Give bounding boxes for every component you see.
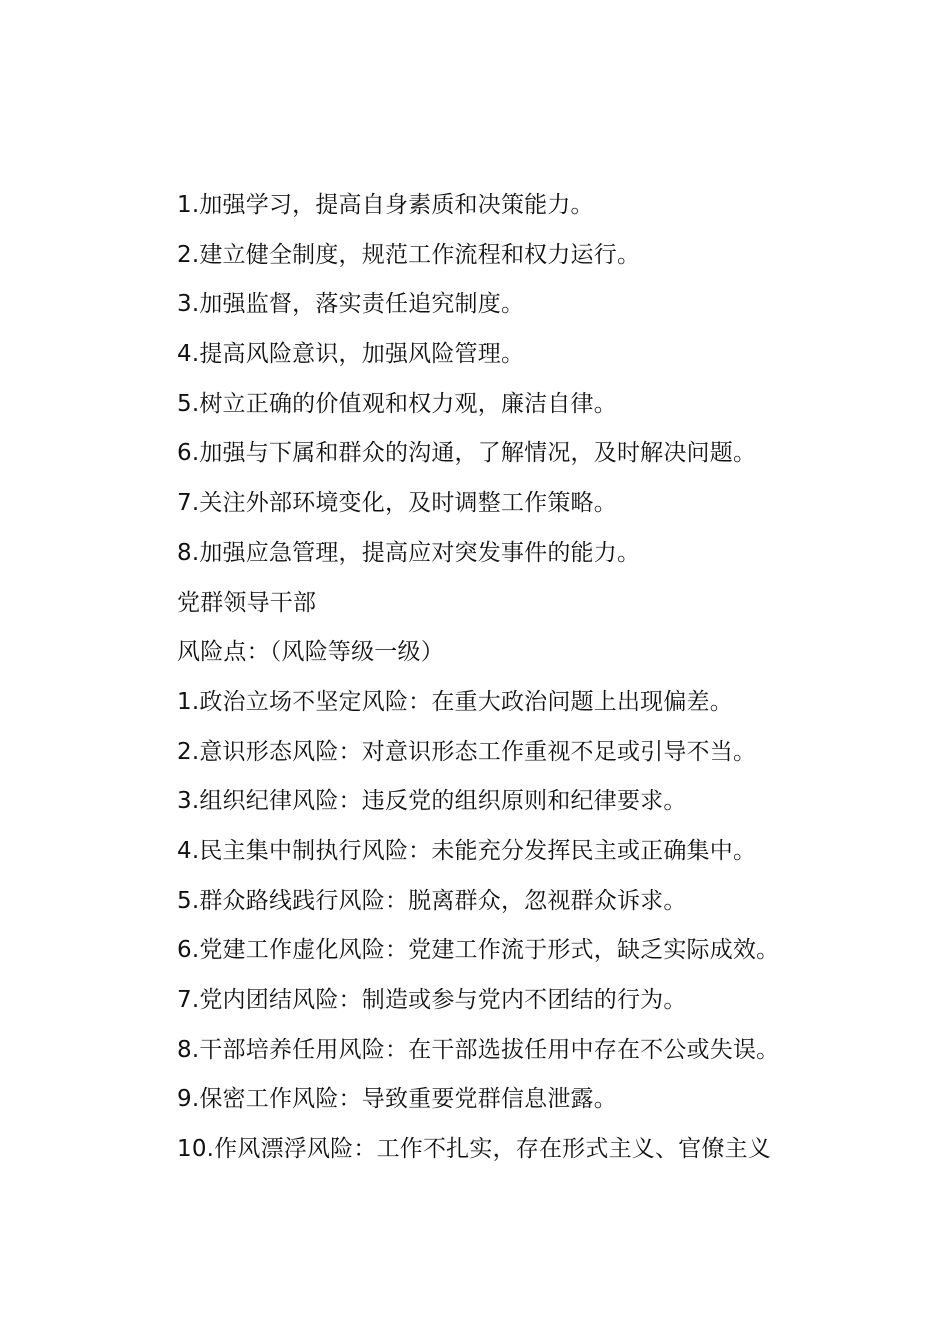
measure-item-4: 4.提高风险意识，加强风险管理。 [177,341,525,368]
risk-points-heading: 风险点：（风险等级一级） [177,639,444,666]
measure-item-8: 8.加强应急管理，提高应对突发事件的能力。 [177,539,641,566]
measure-item-1: 1.加强学习，提高自身素质和决策能力。 [177,192,594,218]
section-heading: 党群领导干部 [177,589,317,616]
risk-item-7: 7.党内团结风险：制造或参与党内不团结的行为。 [177,987,687,1013]
measure-item-3: 3.加强监督，落实责任追究制度。 [177,291,525,318]
measure-item-6: 6.加强与下属和群众的沟通，了解情况，及时解决问题。 [177,440,757,467]
risk-item-5: 5.群众路线践行风险：脱离群众，忽视群众诉求。 [177,887,687,914]
risk-item-4: 4.民主集中制执行风险：未能充分发挥民主或正确集中。 [177,837,757,864]
risk-item-6: 6.党建工作虚化风险：党建工作流于形式，缺乏实际成效。 [177,937,780,964]
risk-item-2: 2.意识形态风险：对意识形态工作重视不足或引导不当。 [177,738,757,765]
risk-item-10: 10.作风漂浮风险：工作不扎实，存在形式主义、官僚主义 [177,1136,771,1163]
measure-item-5: 5.树立正确的价值观和权力观，廉洁自律。 [177,390,617,417]
risk-item-8: 8.干部培养任用风险：在干部选拔任用中存在不公或失误。 [177,1036,780,1063]
risk-item-9: 9.保密工作风险：导致重要党群信息泄露。 [177,1086,617,1113]
document-body [177,181,877,1175]
measure-item-2: 2.建立健全制度，规范工作流程和权力运行。 [177,241,641,268]
risk-item-3: 3.组织纪律风险：违反党的组织原则和纪律要求。 [177,788,687,815]
risk-item-1: 1.政治立场不坚定风险：在重大政治问题上出现偏差。 [177,688,733,715]
measure-item-7: 7.关注外部环境变化，及时调整工作策略。 [177,490,617,517]
